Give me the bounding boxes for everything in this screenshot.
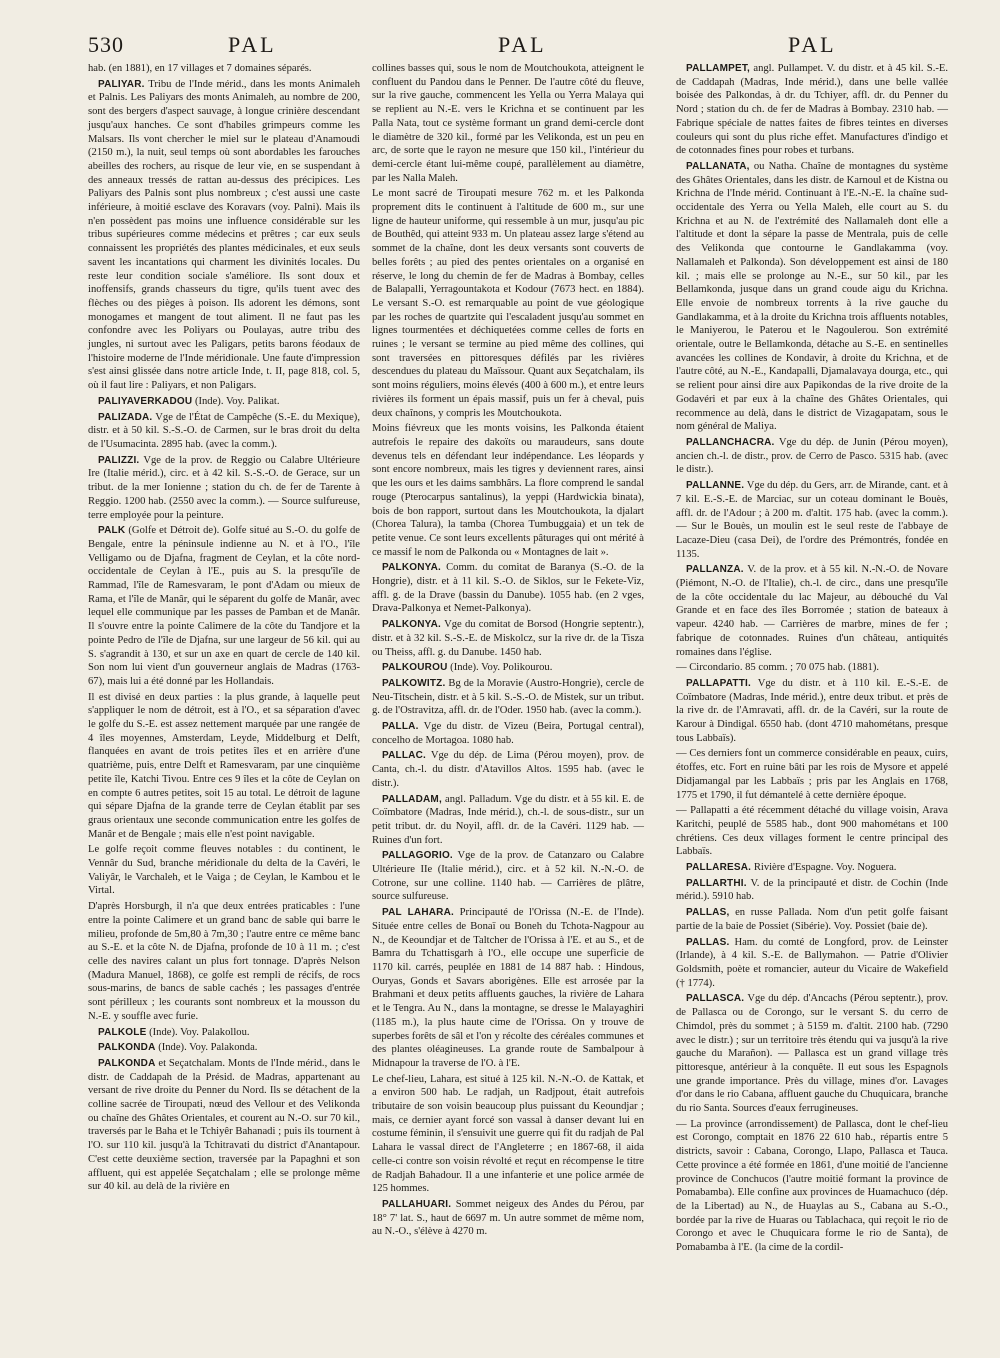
entry-text: Vge du dép. du Gers, arr. de Mirande, cant. et à 7 kil. E.-S.-E. de Marciac, sur un coteau dominant le Bouès, affl. dr. de l'Adour ; à 200 m. d'altit. 175 hab. (avec la comm.). — Sur le Bouès, un moulin est le seul reste de l'abbaye de Lacaze-Dieu (casa Dei), de l'ordre des Prémontrés, fondée en 1135. [676,480,948,560]
dictionary-entry [372,618,644,659]
entry-headword: PALKONDA [98,1042,156,1054]
entry-headword: PALLANNE. [686,480,745,492]
dictionary-entry [372,1198,644,1239]
entry-headword: PALIZADA. [98,411,153,423]
dictionary-entry [372,62,644,185]
dictionary-entry [676,160,948,434]
entry-headword: PALLARESA. [686,862,752,874]
entry-text: (Inde). Voy. Palikat. [194,395,280,407]
entry-text: — Circondario. 85 comm. ; 70 075 hab. (1881). [676,662,880,674]
running-head-right: PAL [788,32,837,57]
entry-headword: PALLANATA, [686,160,750,172]
running-head-center: PAL [498,32,547,57]
entry-text: en russe Pallada. Nom d'un petit golfe faisant partie de la baie de Possiet (Sibérie). Voy. Possiet (baie de). [676,907,948,932]
entry-text: Vge du comitat de Borsod (Hongrie septentr.), distr. et à 32 kil. S.-S.-E. de Miskolcz, sur la rive dr. de la Tisza ou Theiss, affl. g. du Danube. 1450 hab. [372,619,644,658]
entry-headword: PALLAC. [382,750,426,762]
entry-text: Principauté de l'Orissa (N.-E. de l'Inde). Située entre celles de Bonaï ou Boneh du Tchota-Nagpour au N., de Keoundjar et de Taltcher de l'Orissa à l'E. et au S., et de Bamra du Tchattisgarh à l'O., elle occupe une superficie de 1170 kil. carrés, peuplée en 1881 de 14 887 hab. : Hindous, Ouryas, Gonds et Savars aborigènes. Elle est arrosée par la Brahmani et deux petits affluents gauches, la rivière de Lahara et le Tengra. Au N., dans la montagne, se dresse le Malayaghiri (1185 m.), la plus haute cime de l'Orissa. On y trouve de superbes forêts de sâl et l'on y récolte des céréales communes et des plantes oléagineuses. La grande route de Sambalpour à Midnapour la traverse de l'O. à l'E. [372,907,645,1069]
dictionary-entry [88,524,360,688]
entry-text: hab. (en 1881), en 17 villages et 7 domaines séparés. [88,63,312,74]
dictionary-entry [372,849,644,904]
page-number: 530 [88,32,124,57]
dictionary-entry [372,677,644,718]
entry-text: Le chef-lieu, Lahara, est situé à 125 kil. N.-N.-O. de Kattak, et a environ 500 hab. Le radjah, un Radjpout, était autrefois tributaire de son voisin beaucoup plus puissant du Keoundjar ; mais, ce dernier ayant forcé son vassal à danser devant lui en costume féminin, il s'ensuivit une guerre qui fit du radjah de Pal Lahara le vassal direct de l'Angleterre ; en 1867-68, il aida celle-ci contre son voisin révolté et reçut en récompense le titre de Radjah Bahadour. Il a une infanterie et une police armée de 125 hommes. [372,1073,644,1195]
entry-headword: PALKOWITZ. [382,677,446,689]
entry-text: ou Natha. Chaîne de montagnes du système des Ghâtes Orientales, dans les distr. de Karnoul et de Kistna ou Krichna de l'Inde mérid. Continuant à l'E.-N.-E. la chaîne sud-occidentale des Yerra ou Yella Maleh, elle court au S. du Krichna et au N. de l'extrémité des Nallamaleh dont elle a l'altitude et dont la sépare la passe de Mentrala, puis de celle des Velikonda que contourne le Gandlakamma (voy. Nallamaleh et Palkonda). Son développement est ainsi de 180 kil. ; mais elle se prolonge au N.-E., sur 50 kil., par les Bellamkonda, jusque dans un grand coude aigu du Krichna. Elle envoie de nombreux torrents à la rive gauche du Gandlakamma, et à la droite du Krichna trois affluents notables, le Maniyerou, le Paterou et le Nagoulerou. Son extrémité orientale, outre le Bellamkonda, détache au S.-E. en sentinelles avancées les collines de Kondavir, à droite du Krichna, et de l'autre côté, au N.-E., Kandapalli, Djamalavaya dourga, etc., qui se relient pour ainsi dire aux Papikondas de la rive droite de la Godavéri et par eux à la chaîne des Ghâtes Orientales, qui recommence au delà, dans le district de Vizagapatam, sous le nom général de Maliya. [676,160,948,433]
dictionary-entry [88,1041,360,1055]
dictionary-entry [88,900,360,1023]
entry-headword: PALLAS, [686,907,730,919]
entry-text: Vge de la prov. de Reggio ou Calabre Ultérieure Ire (Italie mérid.), circ. et à 42 kil. S.-S.-O. de Gerace, sur un tribut. de la mer Ionienne ; station du ch. de fer de Tarente à Reggio. 1200 hab. (2550 avec la comm.). — Source sulfureuse, terre employée pour la peinture. [88,454,360,521]
dictionary-entry [676,677,948,746]
column-left [88,62,360,1196]
entry-text: Tribu de l'Inde mérid., dans les monts Animaleh et Palnis. Les Paliyars des monts Animaleh, au nombre de 200, sont des bergers d'aspect sauvage, à longue crinière descendant jusqu'aux hanches. Ce sont d'habiles grimpeurs comme les Malsars. Ils vont chercher le miel sur le plateau d'Anamoudi (2150 m.), la nuit, seul temps où sont abordables les farouches abeilles des rochers, au risque de leur vie, en se suspendant à des anneaux tressés de rattan au-dessus des précipices. Les Paliyars des Palnis sont plus nombreux ; c'est aussi une caste inférieure, à moitié esclave des Koravars (voy. Palni). Mais ils n'en possèdent pas moins une influence considérable sur les tribus supérieures comme médecins et prêtres ; car eux seuls connaissent les propriétés des plantes médicinales, et eux seuls savent les incantations qui charment les divinités locales. Du reste leur condition sociale s'améliore. Ils sont doux et inoffensifs, grands chasseurs du tigre, qu'ils tuent avec des flèches ou des pièges à poison. Ils adorent les démons, sont monogames et mangent de tout aliment. Il ne faut pas les confondre avec les Poliyars ou Poulayas, autre tribu des jungles, ni surtout avec les Paligars, petits barons féodaux de l'histoire moderne de l'Inde méridionale. Une faute d'impression s'est ainsi glissée dans notre article Inde, t. II, page 818, col. 5, où il faut lire : Paliyars, et non Paligars. [88,78,360,392]
running-head-left: PAL [228,32,277,57]
entry-headword: PALLA. [382,721,419,733]
dictionary-entry [372,422,644,559]
entry-text: Vge du dép. de Junin (Pérou moyen), ancien ch.-l. de distr., prov. de Cerro de Pasco. 5315 hab. (avec le distr.). [676,436,948,476]
entry-text: Vge de l'État de Campêche (S.-E. du Mexique), distr. et à 50 kil. S.-S.-O. de Carmen, sur le bras droit du delta de l'Usumacinta. 2895 hab. (avec la comm.). [88,411,360,450]
entry-headword: PALLADAM, [382,793,442,805]
entry-text: Vge du distr. de Vizeu (Beira, Portugal central), concelho de Mortagoa. 1080 hab. [372,721,644,746]
dictionary-entry [676,661,948,675]
entry-text: angl. Pullampet. V. du distr. et à 45 kil. S.-E. de Caddapah (Madras, Inde mérid.), dans une belle vallée boisée des Palkondas, à dr. du Tchiyer, affl. dr. du Penner du Nord ; station du ch. de fer de Madras à Bombay. 2310 hab. — Fabrique spéciale de nattes faites de fibres teintes en diverses couleurs qui sont du plus riche effet. Manufactures d'indigo et de cotonnades fines pour robes et turbans. [676,63,948,157]
dictionary-entry [88,1057,360,1194]
entry-text: — Ces derniers font un commerce considérable en peaux, cuirs, étoffes, etc. Fort en ruine bâti par les rois de Mysore et appelé Didjamangal par les Labbaïs ; pris par les Anglais en 1768, 1775 et 1790, il fut démantelé à cette dernière époque. [676,748,948,801]
dictionary-entry [676,906,948,933]
dictionary-entry [372,720,644,747]
entry-text: Vge de la prov. de Catanzaro ou Calabre Ultérieure IIe (Italie mérid.), circ. et à 52 kil. N.-N.-O. de Cotrone, sur une colline. 1140 hab. — Carrières de plâtre, source sulfureuse. [372,850,644,903]
entry-text: Ham. du comté de Longford, prov. de Leinster (Irlande), à 4 kil. S.-E. de Ballymahon. — Patrie d'Olivier Goldsmith, poète et romancier, auteur du Vicaire de Wakefield († 1774). [676,936,948,989]
dictionary-entry [676,861,948,875]
entry-headword: PALKONDA [98,1057,156,1069]
entry-headword: PALKOLE [98,1026,147,1038]
dictionary-entry [676,436,948,477]
entry-headword: PALLASCA. [686,993,745,1005]
entry-text: (Inde). Voy. Palakonda. [158,1042,258,1054]
dictionary-entry [372,906,644,1070]
dictionary-entry [372,187,644,420]
dictionary-entry [676,62,948,158]
dictionary-entry [372,561,644,616]
dictionary-entry [676,747,948,802]
entry-headword: PALLAS. [686,936,730,948]
dictionary-entry [88,62,360,76]
entry-headword: PALIYAVERKADOU [98,395,193,407]
entry-headword: PALLAPATTI. [686,677,751,689]
entry-headword: PALIYAR. [98,78,145,90]
entry-headword: PAL LAHARA. [382,907,454,919]
entry-text: — Pallapatti a été récemment détaché du village voisin, Arava Karitchi, peuplé de 5585 hab., dont 900 mahométans et 100 chrétiens. Ces deux villages forment le centre principal des Labbaïs. [676,805,948,858]
dictionary-entry [88,411,360,452]
dictionary-entry [676,936,948,991]
entry-text: D'après Horsburgh, il n'a que deux entrées praticables : l'une entre la pointe Calimere et un grand banc de sable qui barre le milieu, profonde de 5m,80 à 7m,30 ; l'autre entre ce même banc au S.-E. et la côte N. de Djafna, profonde de 10 à 11 m. ; c'est celle des navires calant un plus fort tonnage. D'après Nelson (Madura Manuel, 1868), ce golfe est rempli de récifs, de rocs sous-marins, de bancs de sable cachés ; les passages d'entrée sont périlleux ; les courants sont nombreux et la mousson du N.-E. y souffle avec furie. [88,901,360,1022]
entry-text: Comm. du comitat de Baranya (S.-O. de la Hongrie), distr. et à 11 kil. S.-O. de Siklos, sur le Fekete-Viz, affl. g. de la Drave (bassin du Danube). 1055 hab. (en 2 vges, Drava-Palkonya et Nemet-Palkonya). [372,562,644,615]
dictionary-entry [676,1118,948,1255]
dictionary-entry [676,804,948,859]
entry-headword: PALLAHUARI. [382,1198,452,1210]
dictionary-entry [88,454,360,523]
page-header [88,28,968,58]
dictionary-entry [372,749,644,790]
column-right [676,62,948,1257]
dictionary-entry [88,78,360,393]
dictionary-entry [676,992,948,1115]
entry-headword: PALLARTHI. [686,877,747,889]
entry-text: Vge du distr. et à 110 kil. E.-S.-E. de Coïmbatore (Madras, Inde mérid.), entre deux tribut. et près de la rive dr. de l'Amravati, affl. dr. de la Cavéri, sur la route de Karour à Dindigal. 6550 hab. (dont 4710 mahométans, presque tous Labbaïs). [676,677,948,744]
entry-text: et Seçatchalam. Monts de l'Inde mérid., dans le distr. de Caddapah de la Présid. de Madras, appartenant au versant de rive droite du Penner du Nord. Ils se détachent de la colline sacrée de Tiroupati, nœud des Vellour et des Velikonda ou chaîne des Ghâtes Orientales, et courent au N.-O. sur 70 kil., traversés par le Baha et le Tchiyêr Bahanadi ; puis ils tournent à l'O. sur 110 kil. jusqu'à la Tchitravati du district d'Anantapour. C'est cette deuxième section, traversée par la Papaghni et son affluent, qui est appelée Seçatchalam ; elle se prolonge même sur 40 kil. au delà de la rivière en [88,1057,360,1193]
entry-headword: PALKOUROU [382,662,448,674]
entry-headword: PALLAGORIO. [382,850,453,862]
dictionary-entry [372,1073,644,1196]
entry-text: Le mont sacré de Tiroupati mesure 762 m. et les Palkonda proprement dits le continuent à l'altitude de 600 m., sur une ligne de hauteur uniforme, qui ressemble à un mur, jusqu'au pic de Bouthêd, qui atteint 933 m. Un plateau assez large s'étend au sommet de la chaîne, dont les deux versants sont couverts de belles forêts ; au pied des pentes orientales on a organisé en réserve, le long du chemin de fer de Madras à Bombay, celles de Balapalli, Yerragountakota et Kodour (7673 hect. en 1884). Le versant S.-O. est remarquable au point de vue géologique par les roches de quartzite qui l'escaladent jusqu'au sommet en lignes tourmentées et déchiquetées comme celles de forts en ruines ; le versant se termine au pied même des collines, qui sont traversées en pittoresques défilés par les rivières descendues du plateau du Maïssour. Quant aux Seçatchalam, ils sont moins réguliers, moins élevés (400 à 600 m.), et entre leurs rivières ils forment un épais massif, puis un fer à cheval, puis deux chaînons, y compris les Moutchoukota. [372,188,644,419]
entry-text: Moins fiévreux que les monts voisins, les Palkonda étaient autrefois le repaire des dakoïts ou maraudeurs, sans doute devenus tels en défendant leur indépendance. Les léopards y sont encore nombreux, mais les tigres y deviennent rares, ainsi que les ours et les daims sambhârs. La flore comprend le sandal rouge (Pterocarpus santalinus), la yeppi (Hardwickia binata), bois de bon rapport, surtout dans les Moutchoukota, la djalart (Chorea Talura), la tamba (Chorea Tumbuggaia) et un tek de petite venue. Ce sont leurs excellents pâturages qui ont mérité à ce massif le nom de Palkonda ou « Montagnes de lait ». [372,423,644,558]
dictionary-entry [372,661,644,675]
entry-text: (Inde). Voy. Polikourou. [450,662,553,674]
entry-headword: PALLAMPET, [686,63,751,74]
dictionary-entry [676,877,948,904]
entry-text: V. de la principauté et distr. de Cochin (Inde mérid.). 5910 hab. [676,877,948,903]
entry-text: Sommet neigeux des Andes du Pérou, par 18° 7' lat. S., haut de 6697 m. Un autre sommet de même nom, au N.-O., s'élève à 4270 m. [372,1198,644,1238]
entry-text: collines basses qui, sous le nom de Moutchoukota, atteignent le confluent du Pandou dans le Penner. De l'autre côté du fleuve, sur la rive gauche, commencent les Yella ou Yerra Malaya qui se replient au N.-E. vers le Krichna et se continuent par les Palla Nata, tout ce système formant un grand demi-cercle dont le diamètre de 320 kil., formé par les Velikonda, est un peu en arc, de sorte que le rayon ne mesure que 150 kil., l'intérieur du demi-cercle étant lui-même coupé, parallèlement au diamètre, par les Nalla Maleh. [372,63,644,184]
entry-text: Rivière d'Espagne. Voy. Noguera. [753,862,897,874]
entry-text: (Golfe et Détroit de). Golfe situé au S.-O. du golfe de Bengale, entre la péninsule indienne au N. et à l'O., l'île Velligamo ou de Djafna, fragment de Ceylan, et la côte nord-occidentale de Ceylan à l'E., puis au S. la presqu'île de Rammad, l'île de Ramesvaram, le pont d'Adam ou mieux de Rama, et l'île de Manâr, qui le séparent du golfe de Manâr, avec lequel elle communique par les passes de Pamban et de Manâr. Il s'ouvre entre la pointe Calimere de la côte du Tandjore et la pointe Pedro de l'île de Djafna, sur une largeur de 56 kil. qui au S. s'agrandit à 130, et sur un axe en quart de cercle de 140 kil. Son nom lui vient d'un gouverneur anglais de Madras (1763-67), mais lui a été donné par les Hollandais. [88,525,360,687]
dictionary-entry [88,843,360,898]
entry-headword: PALIZZI. [98,454,140,466]
dictionary-entry [88,1026,360,1040]
entry-text: angl. Palladum. Vge du distr. et à 55 kil. E. de Coïmbatore (Madras, Inde mérid.), ch.-l. de sous-distr., sur un petit tribut. dr. du Noyil, affl. dr. de la Cavéri. 1129 hab. — Ruines d'un fort. [372,793,644,846]
entry-text: V. de la prov. et à 55 kil. N.-N.-O. de Novare (Piémont, N.-O. de l'Italie), ch.-l. de circ., dans une presqu'île de la côte occidentale du lac Majeur, au débouché du Val Grande et en face des îles Borromée ; station de bateaux à vapeur. 4240 hab. — Carrières de marbre, mines de fer ; fabrique de cotonnades. Ruines d'un château, antiquités romaines dans l'église. [676,564,948,658]
entry-text: Bg de la Moravie (Austro-Hongrie), cercle de Neu-Titschein, distr. et à 5 kil. S.-S.-O. de Mistek, sur un tribut. g. de l'Ostravitza, affl. dr. de l'Oder. 1950 hab. (avec la comm.). [372,677,644,717]
entry-text: Le golfe reçoit comme fleuves notables : du continent, le Vennâr du Sud, branche méridionale du delta de la Cavéri, le Valiyâr, le Varchaleh, et le Vaiga ; de Ceylan, le Kambou et le Virtal. [88,844,360,897]
entry-headword: PALKONYA. [382,562,442,574]
entry-headword: PALK [98,525,126,537]
dictionary-entry [676,479,948,561]
entry-headword: PALKONYA. [382,619,442,631]
dictionary-entry [88,395,360,409]
entry-text: Vge du dép. d'Ancachs (Pérou septentr.), prov. de Pallasca ou de Corongo, sur le versant S. du cerro de Chimdol, près du sommet ; à 5159 m. d'altit. 2100 hab. (7290 avec le distr.) ; sur un territoire très étendu qui va jusqu'à la rive gauche du Marañon). — Pallasca est un grand village très pittoresque, antérieur à la conquête. Il eut sous les Espagnols une grande importance. Près du village, mines d'or. Lavages d'or dans le rio Cabana, affluent gauche du Chuquicara, branche du rio Santa. Sources d'eaux ferrugineuses. [676,993,948,1115]
entry-text: (Inde). Voy. Palakollou. [149,1026,250,1038]
dictionary-entry [676,563,948,659]
entry-headword: PALLANZA. [686,564,744,576]
entry-headword: PALLANCHACRA. [686,436,775,448]
dictionary-entry [88,691,360,842]
entry-text: Vge du dép. de Lima (Pérou moyen), prov. de Canta, ch.-l. du distr. d'Atavillos Altos. 1595 hab. (avec le distr.). [372,750,644,789]
entry-text: — La province (arrondissement) de Pallasca, dont le chef-lieu est Corongo, comptait en 1876 22 610 hab., répartis entre 5 districts, savoir : Cabana, Corongo, Llapo, Pallasca et Tauca. Cette province a été formée en 1861, d'une moitié de l'ancienne province de Conchucos (l'autre moitié formant la province de Pomabamba). Elle confine aux provinces de Huamachuco (dép. de la Libertad) au N., de Huaylas au S., Cabana au S.-O., bordée par la rive de Huaras ou Tablachaca, qui reçoit le rio de Corongo et avec le Chuquicara forme le rio de Santa), de Pomabamba à l'E. (la cime de la cordil- [676,1118,948,1254]
dictionary-entry [372,793,644,848]
column-middle [372,62,644,1241]
entry-text: Il est divisé en deux parties : la plus grande, à laquelle peut s'appliquer le nom de détroit, est à l'O., et sa séparation d'avec le golfe du S.-E. est assez nettement marquée par une rangée de 4 îles moyennes, Amsterdam, Leyde, Middelburg et Delft, flanquées en avant de trois petites îles et en arrière d'une quatrième, puis, entre Delft et Ramesvaram, par une cinquième petite île, Katchi Tivou. Entre ces 9 îles et la côte de Ceylan on en compte 6 autres petites, soit 15 au total. Le détroit de lagune qui sépare Djafna de la grande terre de Ceylan établit par ses graus orientaux une seconde communication entre les golfes de Manâr et de Bengale ; mais elle n'est point navigable. [88,691,360,840]
